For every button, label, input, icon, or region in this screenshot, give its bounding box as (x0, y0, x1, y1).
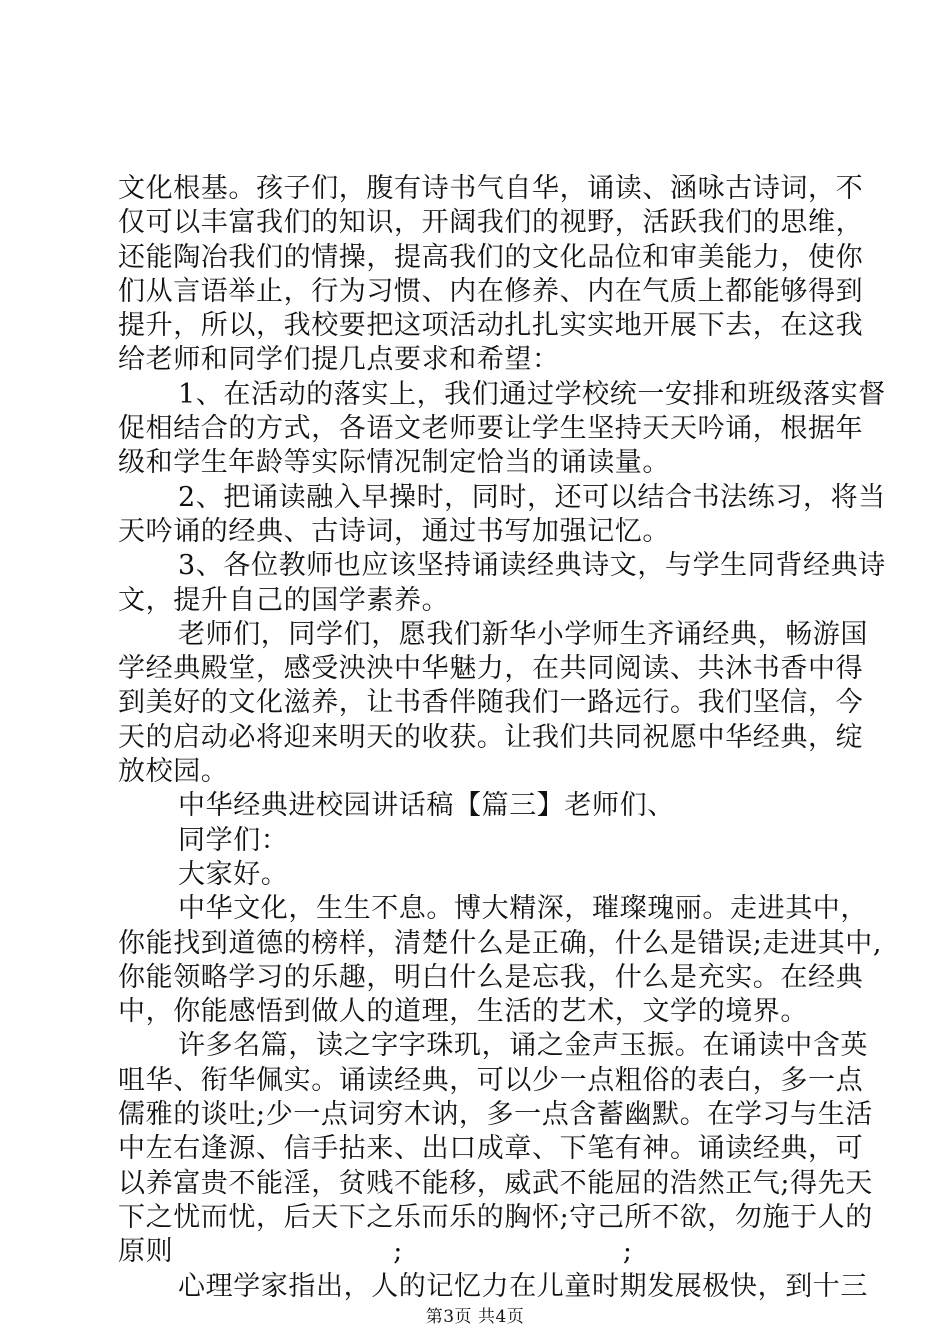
page-number-footer: 第3页 共4页 (425, 1307, 525, 1327)
text-line: 中，你能感悟到做人的道理，生活的艺术，文学的境界。 (118, 996, 808, 1028)
text-line: 儒雅的谈吐;少一点词穷木讷，多一点含蓄幽默。在学习与生活 (118, 1099, 873, 1131)
text-line: 给老师和同学们提几点要求和希望： (118, 344, 560, 376)
text-line: 促相结合的方式，各语文老师要让学生坚持天天吟诵，根据年 (118, 413, 864, 445)
text-line: 级和学生年龄等实际情况制定恰当的诵读量。 (118, 447, 670, 479)
text-fragment: 原则 (118, 1236, 174, 1268)
text-line: 3、各位教师也应该坚持诵读经典诗文，与学生同背经典诗 (178, 550, 886, 582)
text-line: 1、在活动的落实上，我们通过学校统一安排和班级落实督 (178, 378, 886, 410)
text-line: 天吟诵的经典、古诗词，通过书写加强记忆。 (118, 515, 670, 547)
text-line: 提升，所以，我校要把这项活动扎扎实实地开展下去，在这我 (118, 310, 864, 342)
text-line: 们从言语举止，行为习惯、内在修养、内在气质上都能够得到 (118, 275, 864, 307)
text-line: 天的启动必将迎来明天的收获。让我们共同祝愿中华经典，绽 (118, 721, 864, 753)
text-line: 放校园。 (118, 756, 229, 788)
text-fragment: ; (622, 1236, 633, 1268)
text-line: 2、把诵读融入早操时，同时，还可以结合书法练习，将当 (178, 481, 886, 513)
text-line: 以养富贵不能淫，贫贱不能移，威武不能屈的浩然正气;得先天 (118, 1167, 873, 1199)
text-line: 同学们： (178, 824, 289, 856)
text-line: 老师们，同学们，愿我们新华小学师生齐诵经典，畅游国 (178, 618, 868, 650)
text-line: 许多名篇，读之字字珠玑，诵之金声玉振。在诵读中含英 (178, 1030, 868, 1062)
text-line: 下之忧而忧，后天下之乐而乐的胸怀;守己所不欲，勿施于人的 (118, 1201, 873, 1233)
text-line: 文，提升自己的国学素养。 (118, 584, 450, 616)
text-fragment: ; (393, 1236, 403, 1268)
text-line: 大家好。 (178, 858, 289, 890)
section-heading: 中华经典进校园讲话稿【篇三】老师们、 (178, 790, 675, 822)
text-line: 咀华、衔华佩实。诵读经典，可以少一点粗俗的表白，多一点 (118, 1064, 864, 1096)
text-line: 心理学家指出，人的记忆力在儿童时期发展极快，到十三 (178, 1270, 868, 1302)
text-line: 中左右逢源、信手拈来、出口成章、下笔有神。诵读经典，可 (118, 1133, 864, 1165)
text-line: 到美好的文化滋养，让书香伴随我们一路远行。我们坚信，今 (118, 687, 864, 719)
text-line: 仅可以丰富我们的知识，开阔我们的视野，活跃我们的思维， (118, 207, 864, 239)
text-line: 中华文化，生生不息。博大精深，璀璨瑰丽。走进其中， (178, 893, 868, 925)
text-line: 还能陶冶我们的情操，提高我们的文化品位和审美能力，使你 (118, 241, 864, 273)
text-line-with-gaps (118, 1235, 840, 1269)
text-line: 学经典殿堂，感受泱泱中华魅力，在共同阅读、共沐书香中得 (118, 653, 864, 685)
text-line: 你能找到道德的榜样，清楚什么是正确，什么是错误;走进其中, (118, 927, 883, 959)
document-body (118, 172, 886, 1304)
text-line: 你能领略学习的乐趣，明白什么是忘我，什么是充实。在经典 (118, 961, 864, 993)
text-line: 文化根基。孩子们，腹有诗书气自华，诵读、涵咏古诗词，不 (118, 173, 864, 204)
